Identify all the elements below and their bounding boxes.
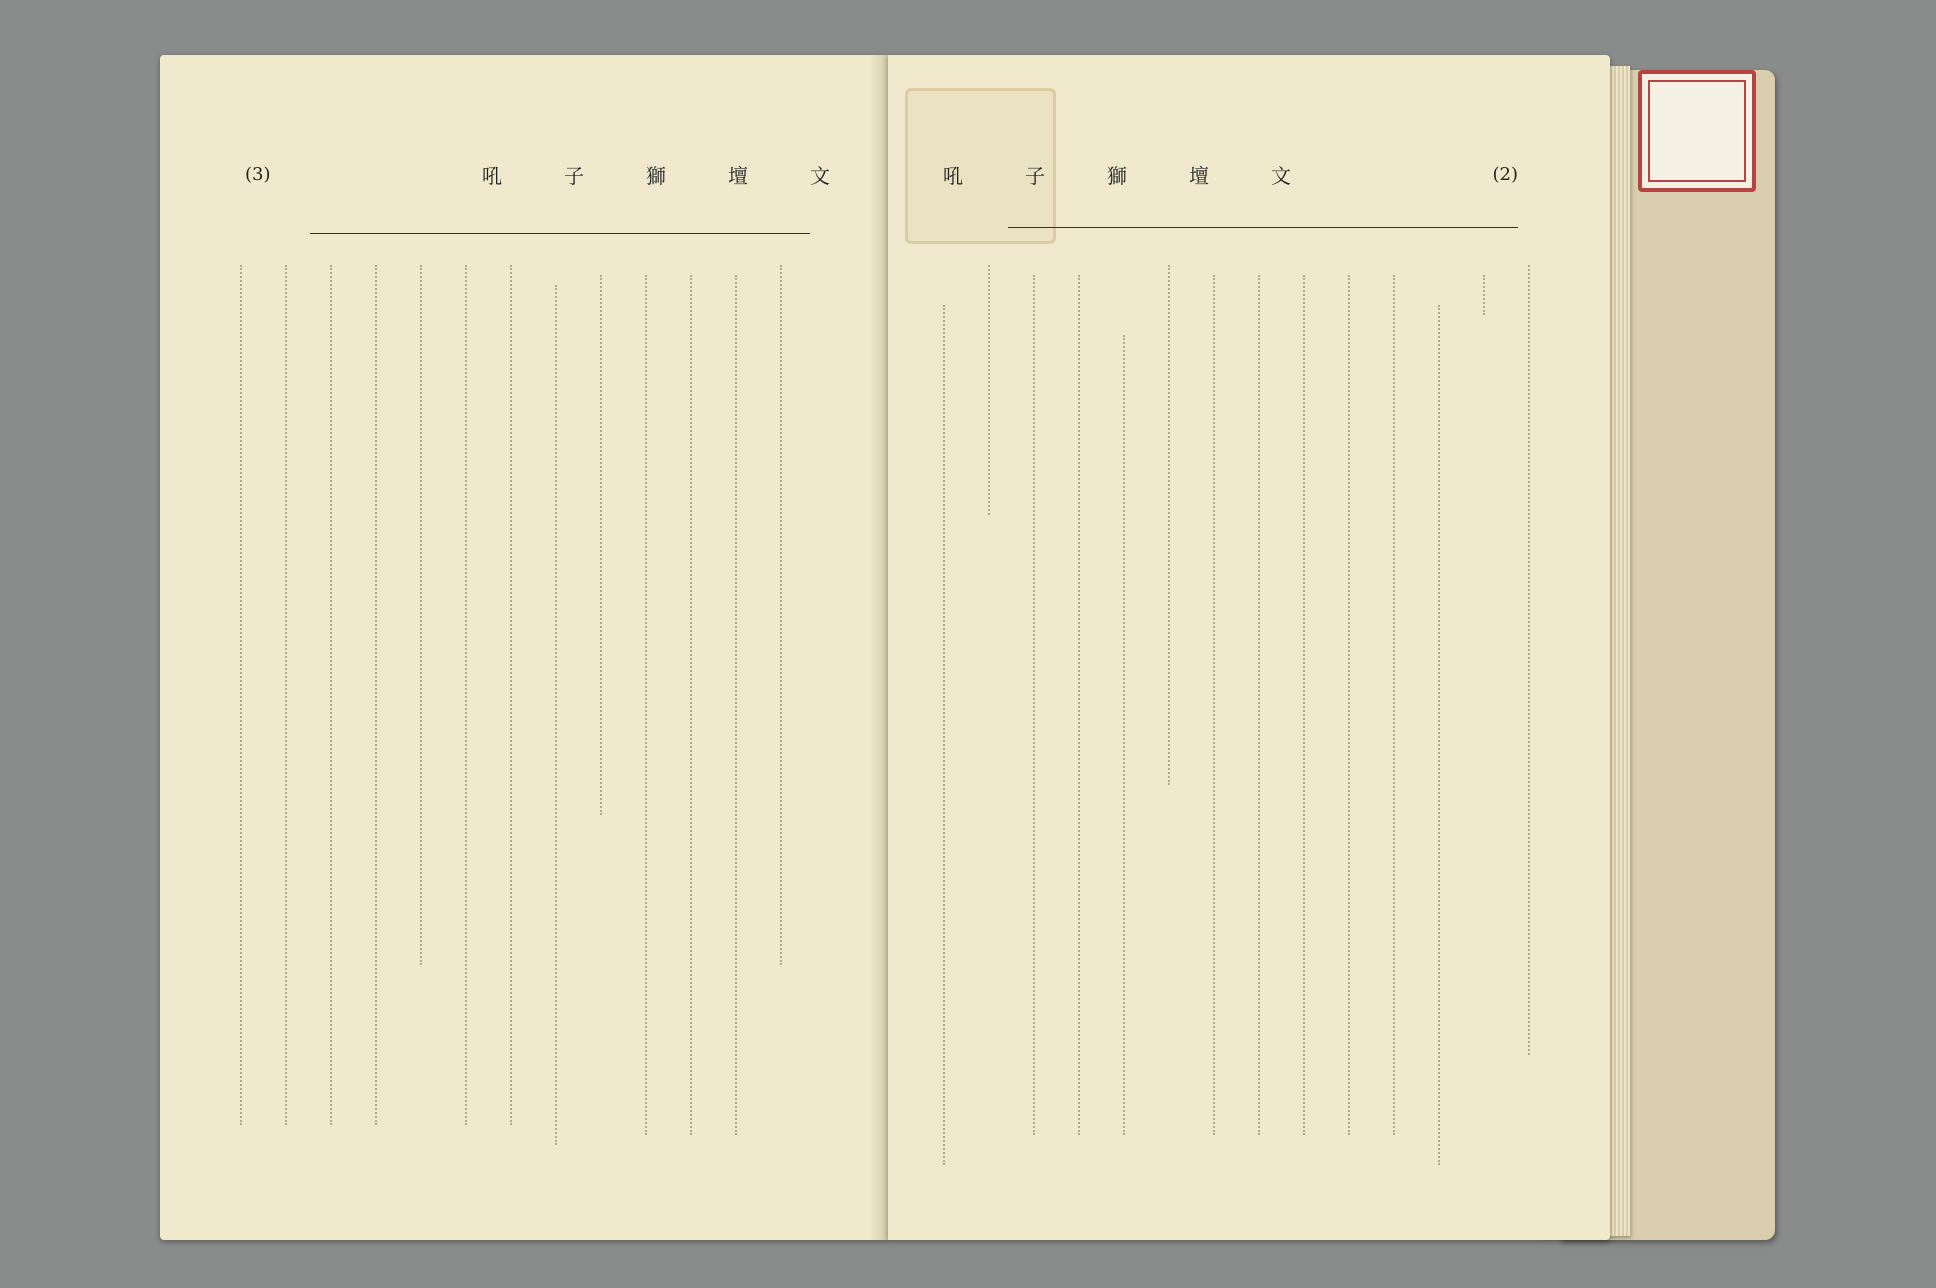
right-page-folio: (2) xyxy=(1492,164,1518,185)
text-column xyxy=(1483,275,1487,315)
text-column xyxy=(420,265,424,965)
left-page-running-title xyxy=(482,160,830,189)
text-column xyxy=(988,265,992,515)
text-column xyxy=(1528,265,1532,1055)
left-title-char-5: 文 xyxy=(810,164,830,188)
text-column xyxy=(690,275,694,1135)
right-page-header xyxy=(943,160,1518,189)
text-column xyxy=(645,275,649,1135)
right-page xyxy=(888,55,1610,1240)
text-column xyxy=(330,265,334,1125)
left-title-char-4: 壇 xyxy=(728,164,748,188)
text-column xyxy=(780,265,784,965)
left-title-char-3: 獅 xyxy=(646,164,666,188)
text-column xyxy=(555,285,559,1145)
text-column xyxy=(1078,275,1082,1135)
text-column xyxy=(465,265,469,1125)
text-column xyxy=(1258,275,1262,1135)
label-inner-frame xyxy=(1648,80,1746,182)
right-page-running-title xyxy=(943,160,1291,189)
left-title-char-2: 子 xyxy=(564,164,584,188)
left-page-body-text xyxy=(240,265,800,1165)
text-column xyxy=(240,265,244,1125)
label-text xyxy=(1680,107,1714,156)
text-column xyxy=(375,265,379,1125)
text-column xyxy=(1348,275,1352,1135)
text-column xyxy=(735,275,739,1135)
right-title-char-5: 文 xyxy=(1271,164,1291,188)
left-page xyxy=(160,55,888,1240)
left-page-folio: (3) xyxy=(245,164,271,185)
right-title-char-4: 壇 xyxy=(1189,164,1209,188)
right-title-char-3: 獅 xyxy=(1107,164,1127,188)
text-column xyxy=(1213,275,1217,1135)
right-title-char-1: 吼 xyxy=(943,164,963,188)
text-column xyxy=(600,275,604,815)
right-page-header-rule xyxy=(1008,227,1518,228)
left-title-char-1: 吼 xyxy=(482,164,502,188)
text-column xyxy=(943,305,947,1165)
right-page-body-text xyxy=(998,265,1558,1165)
text-column xyxy=(1168,265,1172,785)
library-call-number-label xyxy=(1638,70,1756,192)
text-column xyxy=(1393,275,1397,1135)
text-column xyxy=(1123,335,1127,1135)
text-column xyxy=(1303,275,1307,1135)
left-page-header xyxy=(245,160,830,189)
left-page-header-rule xyxy=(310,233,810,234)
text-column xyxy=(1033,275,1037,1135)
text-column xyxy=(510,265,514,1125)
text-column xyxy=(1438,305,1442,1165)
right-title-char-2: 子 xyxy=(1025,164,1045,188)
text-column xyxy=(285,265,289,1125)
